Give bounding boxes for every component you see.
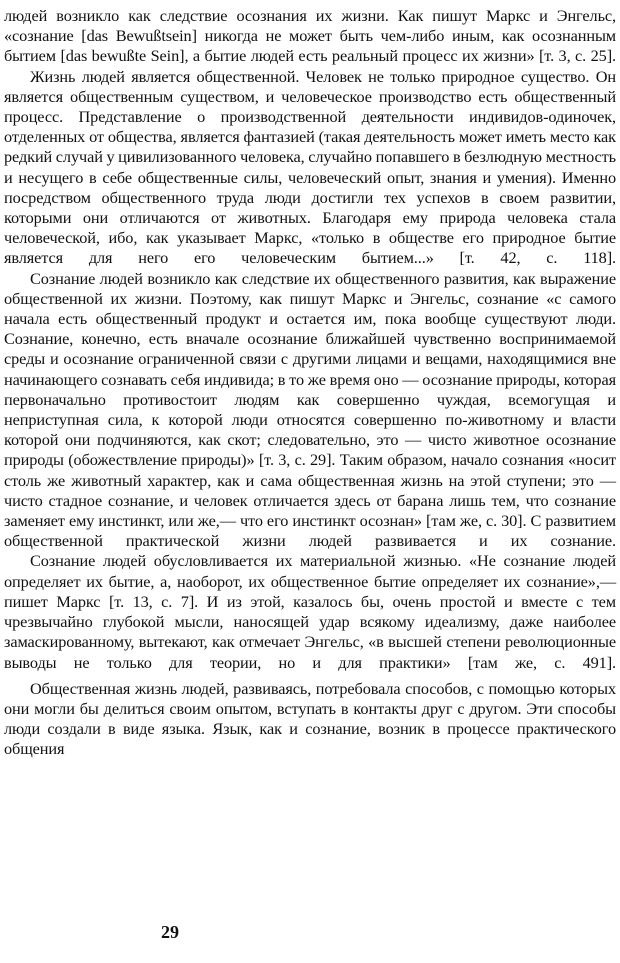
paragraph-5: Общественная жизнь людей, развиваясь, потребовала способов, с помощью которых они могли бы делиться своим опытом, вступать в контакты друг с другом. Эти способы люди создали в виде языка. Язык, как и сознание, возник в процессе практического общения [4, 678, 616, 759]
body-text [4, 6, 616, 760]
page-number: 29 [161, 922, 179, 942]
paragraph-1: людей возникло как следствие осознания их жизни. Как пишут Маркс и Энгельс, «сознание [das Bewußtsein] никогда не может быть чем-либо иным, как осознанным бытием [das bewußte Sein], а бытие людей есть реальный процесс их жизни» [т. 3, с. 25]. [4, 6, 616, 66]
paragraph-3: Сознание людей возникло как следствие их общественного развития, как выражение общественной их жизни. Поэтому, как пишут Маркс и Энгельс, сознание «с самого начала есть общественный продукт и остается им, пока вообще существуют люди. Сознание, конечно, есть вначале осознание ближайшей чувственно воспринимаемой среды и осознание ограниченной связи с другими лицами и вещами, находящимися вне начинающего сознавать себя индивида; в то же время оно — осознание природы, которая первоначально противостоит людям как совершенно чуждая, всемогущая и неприступная сила, к которой люди относятся совершенно по-животному и власти которой они подчиняются, как скот; следовательно, это — чисто животное осознание природы (обожествление природы)» [т. 3, с. 29]. Таким образом, начало сознания «носит столь же животный характер, как и сама общественная жизнь на этой ступени; это — чисто стадное сознание, и человек отличается здесь от барана лишь тем, что сознание заменяет ему инстинкт, или же,— что его инстинкт осознан» [там же, с. 30]. С развитием общественной практической жизни людей развивается и их сознание. [4, 268, 616, 551]
paragraph-4: Сознание людей обусловливается их материальной жизнью. «Не сознание людей определяет их бытие, а, наоборот, их общественное бытие определяет их сознание»,— пишет Маркс [т. 13, с. 7]. И из этой, казалось бы, очень простой и вместе с тем чрезвычайно глубокой мысли, наносящей удар всякому идеализму, даже наиболее замаскированному, вытекают, как отмечает Энгельс, «в высшей степени революционные выводы не только для теории, но и для практики» [там же, с. 491]. [4, 551, 616, 672]
paragraph-2: Жизнь людей является общественной. Человек не только природное существо. Он является общественным существом, и человеческое производство есть общественный процесс. Представление о производственной деятельности индивидов-одиночек, отделенных от общества, является фантазией (такая деятельность может иметь место как редкий случай у цивилизованного человека, случайно попавшего в безлюдную местность и несущего в себе общественные силы, человеческий опыт, знания и умения). Именно посредством общественного труда люди достигли тех успехов в своем развитии, которыми они отличаются от животных. Благодаря ему природа человека стала человеческой, ибо, как указывает Маркс, «только в обществе его природное бытие является для него его человеческим бытием...» [т. 42, с. 118]. [4, 66, 616, 268]
